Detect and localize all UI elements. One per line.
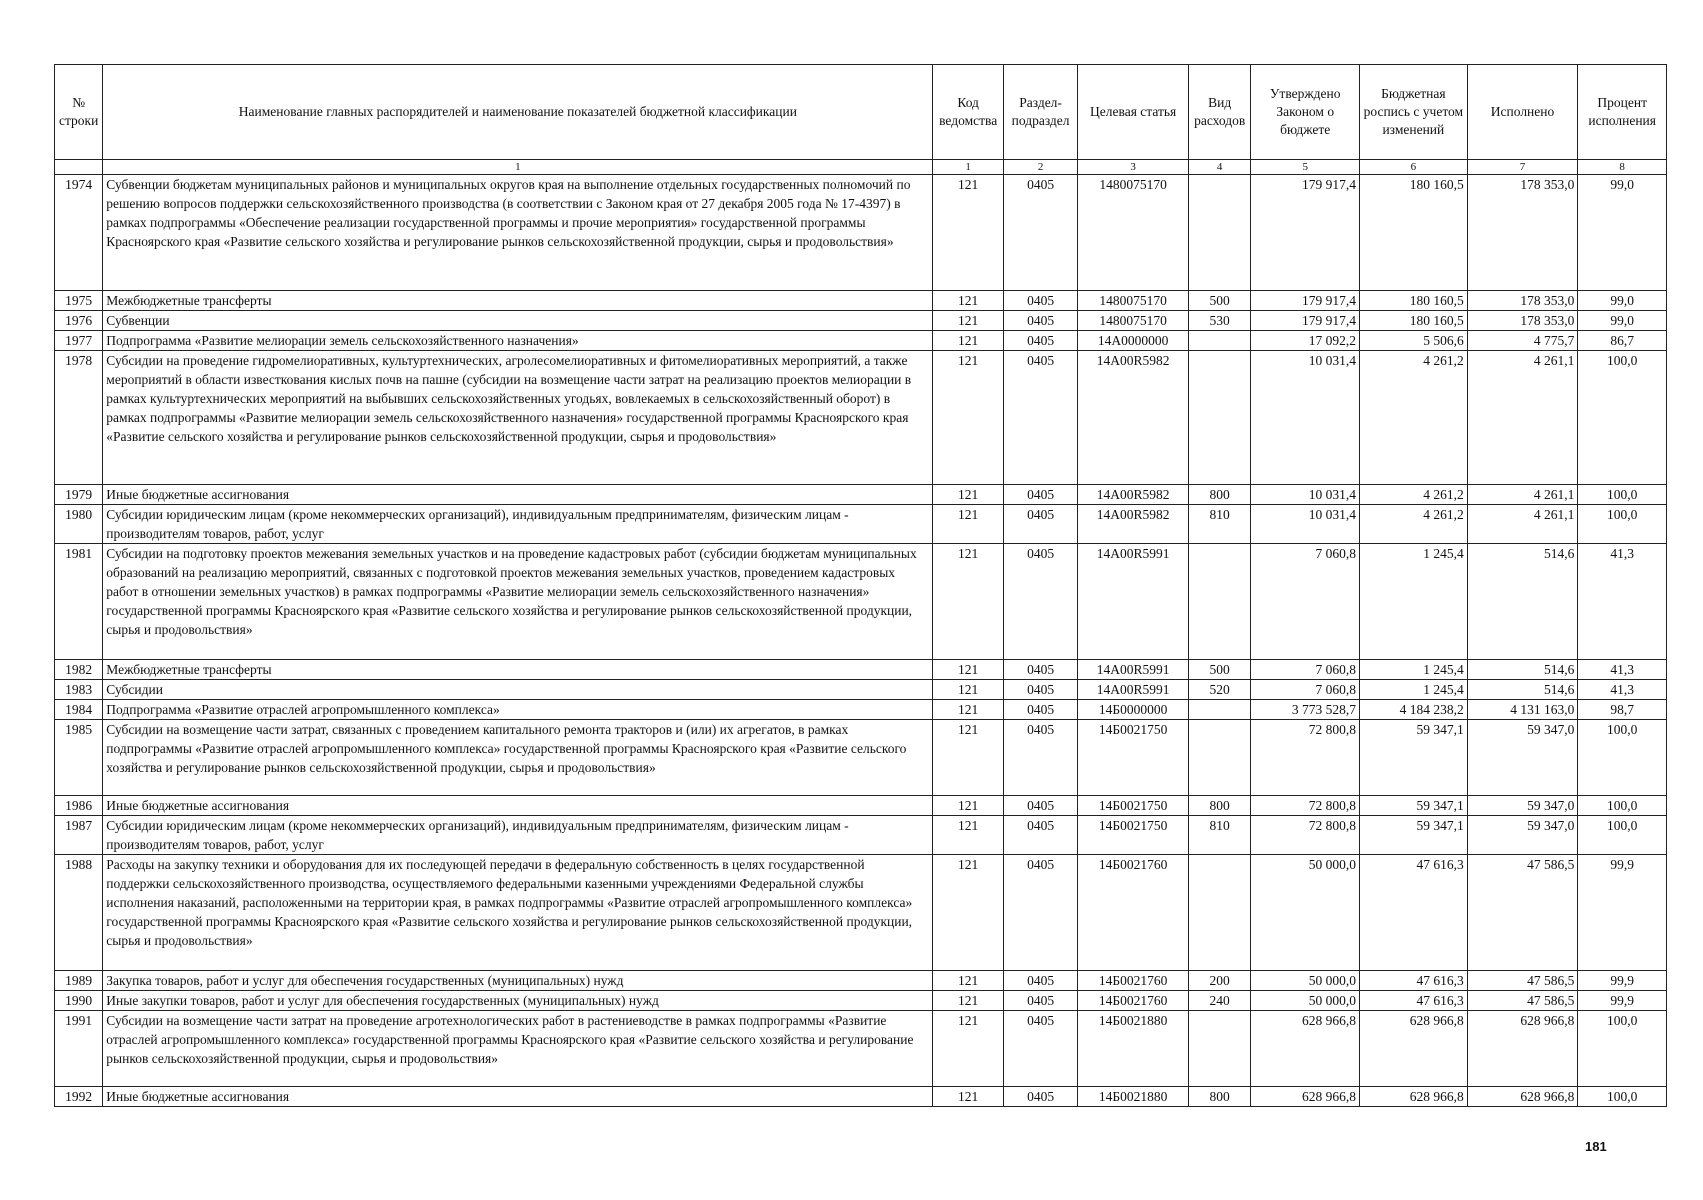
row-percent: 100,0 bbox=[1578, 351, 1667, 485]
row-percent: 100,0 bbox=[1578, 816, 1667, 855]
row-section-code: 0405 bbox=[1003, 796, 1077, 816]
row-approved-amount: 3 773 528,7 bbox=[1251, 700, 1360, 720]
row-revised-amount: 4 261,2 bbox=[1360, 351, 1468, 485]
column-number: 7 bbox=[1467, 160, 1578, 175]
row-approved-amount: 50 000,0 bbox=[1251, 855, 1360, 971]
table-row bbox=[55, 720, 1667, 796]
header-executed: Исполнено bbox=[1467, 65, 1578, 160]
header-approved: Утверждено Законом о бюджете bbox=[1251, 65, 1360, 160]
row-revised-amount: 4 184 238,2 bbox=[1360, 700, 1468, 720]
row-dept-code: 121 bbox=[933, 855, 1003, 971]
row-dept-code: 121 bbox=[933, 971, 1003, 991]
column-number: 6 bbox=[1360, 160, 1468, 175]
header-expense: Вид расходов bbox=[1188, 65, 1250, 160]
row-executed-amount: 4 131 163,0 bbox=[1467, 700, 1578, 720]
row-number: 1988 bbox=[55, 855, 103, 971]
row-target-code: 14Б0021750 bbox=[1078, 796, 1189, 816]
row-dept-code: 121 bbox=[933, 796, 1003, 816]
row-percent: 86,7 bbox=[1578, 331, 1667, 351]
row-expense-code bbox=[1188, 351, 1250, 485]
row-executed-amount: 628 966,8 bbox=[1467, 1087, 1578, 1107]
table-row bbox=[55, 1087, 1667, 1107]
row-target-code: 1480075170 bbox=[1078, 291, 1189, 311]
row-target-code: 1480075170 bbox=[1078, 311, 1189, 331]
row-approved-amount: 7 060,8 bbox=[1251, 544, 1360, 660]
row-target-code: 14А00R5982 bbox=[1078, 505, 1189, 544]
row-name: Субсидии на возмещение части затрат, связанных с проведением капитального ремонта тракторов и (или) их агрегатов, в рамках подпрограммы «Развитие отраслей агропромышленного комплекса» государственной программы Красноярского края «Развитие сельского хозяйства и регулирование рынков сельскохозяйственной продукции, сырья и продовольствия» bbox=[103, 720, 933, 796]
row-revised-amount: 5 506,6 bbox=[1360, 331, 1468, 351]
row-expense-code: 800 bbox=[1188, 796, 1250, 816]
row-percent: 99,0 bbox=[1578, 311, 1667, 331]
row-name: Межбюджетные трансферты bbox=[103, 660, 933, 680]
table-row bbox=[55, 291, 1667, 311]
row-number: 1992 bbox=[55, 1087, 103, 1107]
row-dept-code: 121 bbox=[933, 720, 1003, 796]
header-revised: Бюджетная роспись с учетом изменений bbox=[1360, 65, 1468, 160]
column-number: 2 bbox=[1003, 160, 1077, 175]
row-expense-code: 500 bbox=[1188, 291, 1250, 311]
row-expense-code: 520 bbox=[1188, 680, 1250, 700]
row-target-code: 14А00R5982 bbox=[1078, 351, 1189, 485]
row-expense-code: 200 bbox=[1188, 971, 1250, 991]
row-expense-code: 810 bbox=[1188, 816, 1250, 855]
row-executed-amount: 514,6 bbox=[1467, 660, 1578, 680]
table-body bbox=[55, 175, 1667, 1107]
row-section-code: 0405 bbox=[1003, 505, 1077, 544]
row-target-code: 14Б0021750 bbox=[1078, 720, 1189, 796]
row-section-code: 0405 bbox=[1003, 680, 1077, 700]
row-number: 1984 bbox=[55, 700, 103, 720]
row-name: Закупка товаров, работ и услуг для обеспечения государственных (муниципальных) нужд bbox=[103, 971, 933, 991]
row-target-code: 14Б0021750 bbox=[1078, 816, 1189, 855]
row-expense-code: 530 bbox=[1188, 311, 1250, 331]
row-executed-amount: 178 353,0 bbox=[1467, 175, 1578, 291]
row-section-code: 0405 bbox=[1003, 175, 1077, 291]
row-section-code: 0405 bbox=[1003, 991, 1077, 1011]
row-dept-code: 121 bbox=[933, 291, 1003, 311]
row-section-code: 0405 bbox=[1003, 660, 1077, 680]
row-expense-code bbox=[1188, 544, 1250, 660]
row-approved-amount: 7 060,8 bbox=[1251, 660, 1360, 680]
row-executed-amount: 514,6 bbox=[1467, 680, 1578, 700]
row-section-code: 0405 bbox=[1003, 1011, 1077, 1087]
header-row bbox=[55, 65, 1667, 160]
row-approved-amount: 628 966,8 bbox=[1251, 1087, 1360, 1107]
row-dept-code: 121 bbox=[933, 1087, 1003, 1107]
row-executed-amount: 59 347,0 bbox=[1467, 720, 1578, 796]
table-row bbox=[55, 485, 1667, 505]
row-name: Подпрограмма «Развитие мелиорации земель сельскохозяйственного назначения» bbox=[103, 331, 933, 351]
row-name: Субсидии bbox=[103, 680, 933, 700]
row-revised-amount: 1 245,4 bbox=[1360, 680, 1468, 700]
row-revised-amount: 59 347,1 bbox=[1360, 720, 1468, 796]
row-dept-code: 121 bbox=[933, 331, 1003, 351]
row-name: Подпрограмма «Развитие отраслей агропромышленного комплекса» bbox=[103, 700, 933, 720]
row-name: Субвенции bbox=[103, 311, 933, 331]
row-approved-amount: 17 092,2 bbox=[1251, 331, 1360, 351]
row-dept-code: 121 bbox=[933, 351, 1003, 485]
row-number: 1974 bbox=[55, 175, 103, 291]
row-executed-amount: 59 347,0 bbox=[1467, 816, 1578, 855]
row-approved-amount: 50 000,0 bbox=[1251, 991, 1360, 1011]
row-percent: 41,3 bbox=[1578, 680, 1667, 700]
row-dept-code: 121 bbox=[933, 816, 1003, 855]
row-number: 1990 bbox=[55, 991, 103, 1011]
row-number: 1979 bbox=[55, 485, 103, 505]
row-approved-amount: 179 917,4 bbox=[1251, 311, 1360, 331]
table-row bbox=[55, 544, 1667, 660]
row-percent: 99,0 bbox=[1578, 175, 1667, 291]
table-row bbox=[55, 680, 1667, 700]
row-percent: 100,0 bbox=[1578, 485, 1667, 505]
row-target-code: 14Б0021880 bbox=[1078, 1087, 1189, 1107]
row-expense-code: 800 bbox=[1188, 485, 1250, 505]
row-executed-amount: 4 775,7 bbox=[1467, 331, 1578, 351]
budget-table bbox=[54, 64, 1667, 1107]
row-executed-amount: 4 261,1 bbox=[1467, 351, 1578, 485]
row-executed-amount: 4 261,1 bbox=[1467, 485, 1578, 505]
row-dept-code: 121 bbox=[933, 311, 1003, 331]
row-number: 1975 bbox=[55, 291, 103, 311]
row-revised-amount: 1 245,4 bbox=[1360, 544, 1468, 660]
row-number: 1991 bbox=[55, 1011, 103, 1087]
row-dept-code: 121 bbox=[933, 1011, 1003, 1087]
row-approved-amount: 628 966,8 bbox=[1251, 1011, 1360, 1087]
column-number: 1 bbox=[933, 160, 1003, 175]
row-expense-code bbox=[1188, 700, 1250, 720]
row-revised-amount: 628 966,8 bbox=[1360, 1087, 1468, 1107]
row-target-code: 14Б0021880 bbox=[1078, 1011, 1189, 1087]
row-target-code: 1480075170 bbox=[1078, 175, 1189, 291]
table-row bbox=[55, 700, 1667, 720]
row-section-code: 0405 bbox=[1003, 720, 1077, 796]
row-expense-code: 800 bbox=[1188, 1087, 1250, 1107]
row-revised-amount: 180 160,5 bbox=[1360, 175, 1468, 291]
row-executed-amount: 178 353,0 bbox=[1467, 311, 1578, 331]
row-name: Межбюджетные трансферты bbox=[103, 291, 933, 311]
table-row bbox=[55, 1011, 1667, 1087]
row-executed-amount: 4 261,1 bbox=[1467, 505, 1578, 544]
row-number: 1977 bbox=[55, 331, 103, 351]
row-name: Иные бюджетные ассигнования bbox=[103, 796, 933, 816]
table-row bbox=[55, 971, 1667, 991]
row-expense-code: 500 bbox=[1188, 660, 1250, 680]
row-revised-amount: 4 261,2 bbox=[1360, 485, 1468, 505]
row-target-code: 14Б0021760 bbox=[1078, 855, 1189, 971]
row-revised-amount: 4 261,2 bbox=[1360, 505, 1468, 544]
row-number: 1987 bbox=[55, 816, 103, 855]
row-expense-code bbox=[1188, 331, 1250, 351]
row-revised-amount: 59 347,1 bbox=[1360, 796, 1468, 816]
row-percent: 99,9 bbox=[1578, 991, 1667, 1011]
row-percent: 100,0 bbox=[1578, 796, 1667, 816]
row-section-code: 0405 bbox=[1003, 351, 1077, 485]
row-name: Иные бюджетные ассигнования bbox=[103, 1087, 933, 1107]
row-section-code: 0405 bbox=[1003, 971, 1077, 991]
row-revised-amount: 47 616,3 bbox=[1360, 991, 1468, 1011]
row-executed-amount: 514,6 bbox=[1467, 544, 1578, 660]
row-number: 1976 bbox=[55, 311, 103, 331]
row-section-code: 0405 bbox=[1003, 816, 1077, 855]
header-section: Раздел-подраздел bbox=[1003, 65, 1077, 160]
table-row bbox=[55, 855, 1667, 971]
row-target-code: 14Б0021760 bbox=[1078, 971, 1189, 991]
column-number: 4 bbox=[1188, 160, 1250, 175]
row-approved-amount: 72 800,8 bbox=[1251, 720, 1360, 796]
row-approved-amount: 50 000,0 bbox=[1251, 971, 1360, 991]
row-dept-code: 121 bbox=[933, 991, 1003, 1011]
row-name: Субвенции бюджетам муниципальных районов и муниципальных округов края на выполнение отдельных государственных полномочий по решению вопросов поддержки сельскохозяйственного производства (в соответствии с Законом края от 27 декабря 2005 года № 17-4397) в рамках подпрограммы «Обеспечение реализации государственной программы и прочие мероприятия» государственной программы Красноярского края «Развитие сельского хозяйства и регулирование рынков сельскохозяйственной продукции, сырья и продовольствия» bbox=[103, 175, 933, 291]
row-approved-amount: 72 800,8 bbox=[1251, 816, 1360, 855]
row-revised-amount: 59 347,1 bbox=[1360, 816, 1468, 855]
column-number: 8 bbox=[1578, 160, 1667, 175]
row-approved-amount: 72 800,8 bbox=[1251, 796, 1360, 816]
row-percent: 98,7 bbox=[1578, 700, 1667, 720]
header-dept: Код ведомства bbox=[933, 65, 1003, 160]
row-revised-amount: 1 245,4 bbox=[1360, 660, 1468, 680]
row-percent: 41,3 bbox=[1578, 660, 1667, 680]
row-target-code: 14А00R5991 bbox=[1078, 680, 1189, 700]
row-section-code: 0405 bbox=[1003, 331, 1077, 351]
row-approved-amount: 179 917,4 bbox=[1251, 175, 1360, 291]
row-section-code: 0405 bbox=[1003, 544, 1077, 660]
row-name: Субсидии на проведение гидромелиоративных, культуртехнических, агролесомелиоративных и фитомелиоративных мероприятий, а также мероприятий в области известкования кислых почв на пашне (субсидии на возмещение части затрат на реализацию проектов мелиорации в рамках культуртехнических мероприятий на выбывших сельскохозяйственных угодьях, вовлекаемых в сельскохозяйственный оборот) в рамках подпрограммы «Развитие мелиорации земель сельскохозяйственного назначения» государственной программы Красноярского края «Развитие сельского хозяйства и регулирование рынков сельскохозяйственной продукции, сырья и продовольствия» bbox=[103, 351, 933, 485]
row-number: 1978 bbox=[55, 351, 103, 485]
row-approved-amount: 10 031,4 bbox=[1251, 485, 1360, 505]
table-row bbox=[55, 505, 1667, 544]
table-row bbox=[55, 991, 1667, 1011]
row-executed-amount: 47 586,5 bbox=[1467, 855, 1578, 971]
row-percent: 99,0 bbox=[1578, 291, 1667, 311]
row-approved-amount: 10 031,4 bbox=[1251, 505, 1360, 544]
column-number-row bbox=[55, 160, 1667, 175]
row-section-code: 0405 bbox=[1003, 485, 1077, 505]
row-name: Иные бюджетные ассигнования bbox=[103, 485, 933, 505]
header-name: Наименование главных распорядителей и наименование показателей бюджетной классификации bbox=[103, 65, 933, 160]
row-target-code: 14А00R5991 bbox=[1078, 660, 1189, 680]
row-percent: 100,0 bbox=[1578, 1087, 1667, 1107]
row-percent: 99,9 bbox=[1578, 855, 1667, 971]
row-approved-amount: 7 060,8 bbox=[1251, 680, 1360, 700]
row-name: Субсидии юридическим лицам (кроме некоммерческих организаций), индивидуальным предпринимателям, физическим лицам - производителям товаров, работ, услуг bbox=[103, 505, 933, 544]
row-section-code: 0405 bbox=[1003, 1087, 1077, 1107]
row-executed-amount: 628 966,8 bbox=[1467, 1011, 1578, 1087]
row-dept-code: 121 bbox=[933, 485, 1003, 505]
row-percent: 99,9 bbox=[1578, 971, 1667, 991]
header-target: Целевая статья bbox=[1078, 65, 1189, 160]
row-number: 1989 bbox=[55, 971, 103, 991]
row-dept-code: 121 bbox=[933, 544, 1003, 660]
row-revised-amount: 628 966,8 bbox=[1360, 1011, 1468, 1087]
row-dept-code: 121 bbox=[933, 505, 1003, 544]
row-expense-code: 240 bbox=[1188, 991, 1250, 1011]
table-row bbox=[55, 175, 1667, 291]
row-approved-amount: 179 917,4 bbox=[1251, 291, 1360, 311]
header-percent: Процент исполнения bbox=[1578, 65, 1667, 160]
table-row bbox=[55, 796, 1667, 816]
row-name: Субсидии на возмещение части затрат на проведение агротехнологических работ в растениеводстве в рамках подпрограммы «Развитие отраслей агропромышленного комплекса» государственной программы Красноярского края «Развитие сельского хозяйства и регулирование рынков сельскохозяйственной продукции, сырья и продовольствия» bbox=[103, 1011, 933, 1087]
row-expense-code: 810 bbox=[1188, 505, 1250, 544]
row-expense-code bbox=[1188, 720, 1250, 796]
row-number: 1981 bbox=[55, 544, 103, 660]
row-target-code: 14А0000000 bbox=[1078, 331, 1189, 351]
row-section-code: 0405 bbox=[1003, 311, 1077, 331]
row-section-code: 0405 bbox=[1003, 855, 1077, 971]
row-number: 1986 bbox=[55, 796, 103, 816]
row-percent: 100,0 bbox=[1578, 720, 1667, 796]
column-number: 5 bbox=[1251, 160, 1360, 175]
row-expense-code bbox=[1188, 1011, 1250, 1087]
table-row bbox=[55, 331, 1667, 351]
row-name: Субсидии юридическим лицам (кроме некоммерческих организаций), индивидуальным предпринимателям, физическим лицам - производителям товаров, работ, услуг bbox=[103, 816, 933, 855]
row-percent: 100,0 bbox=[1578, 505, 1667, 544]
row-name: Иные закупки товаров, работ и услуг для обеспечения государственных (муниципальных) нужд bbox=[103, 991, 933, 1011]
row-dept-code: 121 bbox=[933, 700, 1003, 720]
row-approved-amount: 10 031,4 bbox=[1251, 351, 1360, 485]
row-number: 1985 bbox=[55, 720, 103, 796]
row-target-code: 14А00R5991 bbox=[1078, 544, 1189, 660]
row-revised-amount: 47 616,3 bbox=[1360, 855, 1468, 971]
row-executed-amount: 47 586,5 bbox=[1467, 971, 1578, 991]
column-number: 1 bbox=[103, 160, 933, 175]
row-revised-amount: 180 160,5 bbox=[1360, 311, 1468, 331]
column-number bbox=[55, 160, 103, 175]
row-percent: 41,3 bbox=[1578, 544, 1667, 660]
header-row-no: № строки bbox=[55, 65, 103, 160]
row-name: Субсидии на подготовку проектов межевания земельных участков и на проведение кадастровых работ (субсидии бюджетам муниципальных образований на реализацию мероприятий, связанных с подготовкой проектов межевания земельных участков, проведением кадастровых работ в отношении земельных участков) в рамках подпрограммы «Развитие мелиорации земель сельскохозяйственного назначения» государственной программы Красноярского края «Развитие сельского хозяйства и регулирование рынков сельскохозяйственной продукции, сырья и продовольствия» bbox=[103, 544, 933, 660]
table-row bbox=[55, 816, 1667, 855]
row-section-code: 0405 bbox=[1003, 291, 1077, 311]
row-revised-amount: 47 616,3 bbox=[1360, 971, 1468, 991]
row-dept-code: 121 bbox=[933, 175, 1003, 291]
row-target-code: 14А00R5982 bbox=[1078, 485, 1189, 505]
row-revised-amount: 180 160,5 bbox=[1360, 291, 1468, 311]
row-executed-amount: 47 586,5 bbox=[1467, 991, 1578, 1011]
row-number: 1982 bbox=[55, 660, 103, 680]
row-name: Расходы на закупку техники и оборудования для их последующей передачи в федеральную собственность в целях государственной поддержки сельскохозяйственного производства, осуществляемого федеральными казенными учреждениями Федеральной службы исполнения наказаний, расположенными на территории края, в рамках подпрограммы «Развитие отраслей агропромышленного комплекса» государственной программы Красноярского края «Развитие сельского хозяйства и регулирование рынков сельскохозяйственной продукции, сырья и продовольствия» bbox=[103, 855, 933, 971]
table-row bbox=[55, 311, 1667, 331]
column-number: 3 bbox=[1078, 160, 1189, 175]
row-section-code: 0405 bbox=[1003, 700, 1077, 720]
row-number: 1983 bbox=[55, 680, 103, 700]
row-target-code: 14Б0021760 bbox=[1078, 991, 1189, 1011]
row-target-code: 14Б0000000 bbox=[1078, 700, 1189, 720]
row-dept-code: 121 bbox=[933, 680, 1003, 700]
row-executed-amount: 59 347,0 bbox=[1467, 796, 1578, 816]
page-number: 181 bbox=[1585, 1139, 1607, 1154]
row-expense-code bbox=[1188, 855, 1250, 971]
row-expense-code bbox=[1188, 175, 1250, 291]
row-percent: 100,0 bbox=[1578, 1011, 1667, 1087]
row-number: 1980 bbox=[55, 505, 103, 544]
row-executed-amount: 178 353,0 bbox=[1467, 291, 1578, 311]
row-dept-code: 121 bbox=[933, 660, 1003, 680]
table-row bbox=[55, 351, 1667, 485]
table-row bbox=[55, 660, 1667, 680]
